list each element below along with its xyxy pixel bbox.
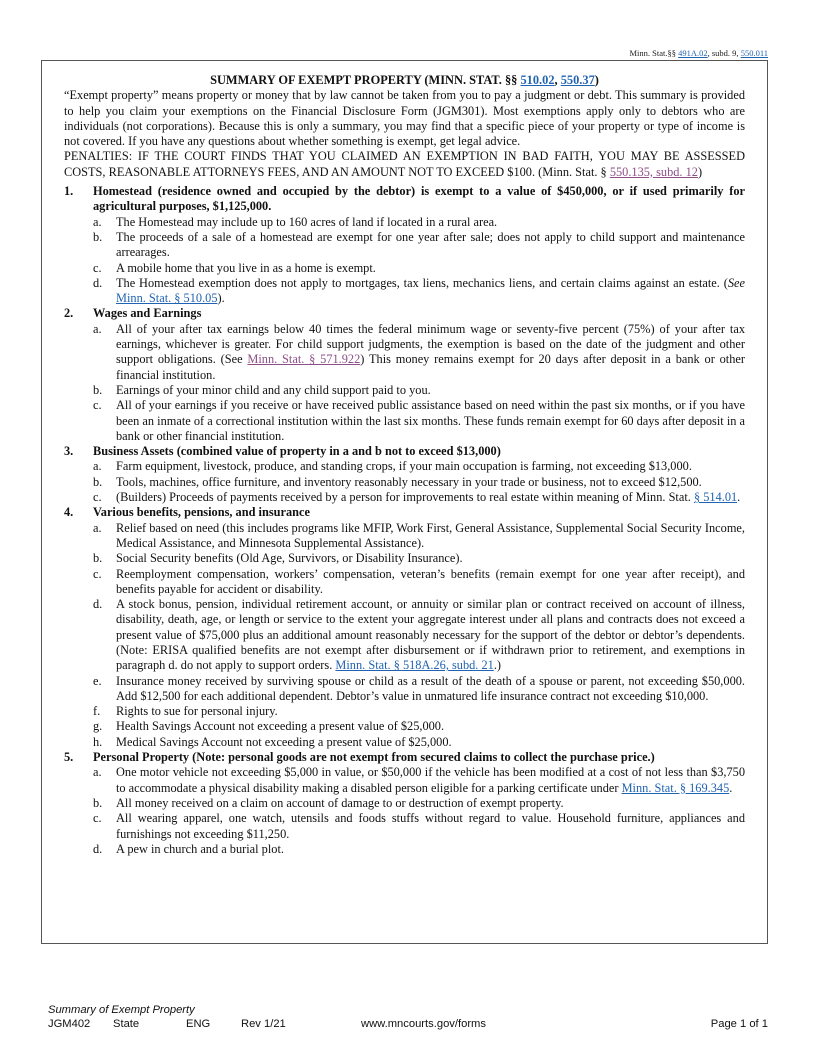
item-text: All wearing apparel, one watch, utensils and foods stuffs without regard to value. Household furniture, appliances and furnishings not exceeding $11,250. [116, 811, 745, 841]
item-text: All of your after tax earnings below 40 times the federal minimum wage or seventy-five percent (75%) of your after tax earnings, whichever is greater. For child support judgments, the exemption is based on the date of the judgment and other support obligations. (See [116, 321, 745, 367]
item-letter: c. [93, 490, 102, 505]
section-benefits [64, 505, 745, 750]
link-514-01[interactable]: § 514.01 [693, 490, 738, 505]
item-letter: c. [93, 398, 102, 413]
item-text: All of your earnings if you receive or have received public assistance based on need within the past six months, or if you have been an inmate of a correctional institution within the last six months. These funds remain exempt for 60 days after deposit in a bank or other financial institution. [116, 398, 745, 443]
section-number: 3. [64, 444, 74, 459]
list-item [93, 597, 745, 673]
section-wages [64, 306, 745, 444]
link-510-05[interactable]: Minn. Stat. § 510.05 [116, 291, 218, 306]
link-550011[interactable]: 550.011 [740, 48, 768, 58]
link-550-37[interactable]: 550.37 [560, 73, 595, 87]
section-number: 1. [64, 184, 74, 199]
list-item [93, 674, 745, 705]
item-emphasis: See [727, 275, 745, 290]
list-item [93, 475, 745, 490]
statute-citation [629, 48, 768, 58]
list-item [93, 230, 745, 261]
item-letter: b. [93, 382, 103, 397]
item-text: Tools, machines, office furniture, and inventory reasonably necessary in your trade or business, not to exceed $12,500. [116, 474, 702, 489]
title-separator: , [554, 73, 561, 87]
list-item [93, 398, 745, 444]
link-550-135[interactable]: 550.135, subd. 12 [609, 164, 698, 179]
list-item [93, 490, 745, 505]
item-letter: b. [93, 474, 103, 489]
item-text: Insurance money received by surviving spouse or child as a result of the death of a spouse or parent, not exceeding $50,000. Add $12,500 for each additional dependent. Debtor’s value in unmatured life insurance contract not exceeding $10,000. [116, 673, 745, 703]
item-letter: f. [93, 704, 101, 719]
section-number: 4. [64, 505, 74, 520]
item-text: Relief based on need (this includes programs like MFIP, Work First, General Assistance, Supplemental Social Security Income, Medical Assistance, and Minnesota Supplemental Assistance). [116, 520, 745, 550]
section-heading: Various benefits, pensions, and insurance [93, 505, 310, 520]
item-text: The proceeds of a sale of a homestead are exempt for one year after sale; does not apply to child support and maintenance arrearages. [116, 229, 745, 260]
section-heading: Homestead (residence owned and occupied by the debtor) is exempt to a value of $450,000, or if used primarily for agricultural purposes, $1,125,000. [93, 184, 745, 214]
item-text: Social Security benefits (Old Age, Survivors, or Disability Insurance). [116, 551, 463, 566]
footer-website: www.mncourts.gov/forms [361, 1018, 486, 1030]
list-item [93, 796, 745, 811]
citation-prefix: Minn. Stat.§§ [629, 48, 679, 58]
item-text: Reemployment compensation, workers’ compensation, veteran’s benefits (remain exempt for one year after receipt), and benefits payable for accident or disability. [116, 566, 745, 596]
footer-form-code: JGM402 [48, 1018, 91, 1030]
link-510-02[interactable]: 510.02 [520, 73, 555, 87]
item-letter: h. [93, 734, 103, 749]
section-heading: Business Assets (combined value of property in a and b not to exceed $13,000) [93, 444, 501, 459]
item-letter: a. [93, 765, 102, 780]
page-footer [48, 1003, 768, 1032]
link-491a02[interactable]: 491A.02 [678, 48, 708, 58]
item-text: The Homestead may include up to 160 acres of land if located in a rural area. [116, 214, 498, 229]
title-text: SUMMARY OF EXEMPT PROPERTY (MINN. STAT. §§ [210, 73, 521, 87]
list-item [93, 551, 745, 566]
item-letter: c. [93, 260, 102, 275]
link-571-922[interactable]: Minn. Stat. § 571.922 [247, 352, 361, 367]
item-text: Farm equipment, livestock, produce, and standing crops, if your main occupation is farming, not exceeding $13,000. [116, 459, 692, 474]
footer-revision: Rev 1/21 [241, 1018, 286, 1030]
item-suffix: . [737, 490, 741, 505]
list-item [93, 842, 745, 857]
item-suffix: ) This money remains exempt for 20 days after deposit in a bank or other financial institution. [116, 352, 746, 382]
footer-language: ENG [186, 1018, 211, 1030]
list-item [93, 261, 745, 276]
link-169-345[interactable]: Minn. Stat. § 169.345 [621, 780, 730, 795]
item-letter: c. [93, 566, 102, 581]
item-letter: a. [93, 214, 102, 229]
list-item [93, 719, 745, 734]
item-letter: d. [93, 597, 103, 612]
item-suffix: .) [493, 658, 502, 673]
item-letter: e. [93, 673, 102, 688]
penalties-suffix: ) [697, 164, 703, 179]
item-text: All money received on a claim on account of damage to or destruction of exempt property. [116, 795, 564, 810]
list-item [93, 521, 745, 552]
summary-box [41, 60, 768, 944]
item-letter: a. [93, 321, 102, 336]
item-text: Earnings of your minor child and any child support paid to you. [116, 382, 431, 397]
item-letter: a. [93, 459, 102, 474]
item-letter: a. [93, 520, 102, 535]
item-text: Medical Savings Account not exceeding a present value of $25,000. [116, 734, 452, 749]
page-title [64, 73, 745, 88]
item-text: One motor vehicle not exceeding $5,000 in value, or $50,000 if the vehicle has been modified at a cost of not less than $3,750 to accommodate a physical disability making a disabled person eligible for a parking certificate under [116, 765, 745, 795]
item-letter: b. [93, 229, 103, 244]
item-suffix: ). [217, 291, 225, 306]
section-number: 5. [64, 750, 74, 765]
item-text: A pew in church and a burial plot. [116, 841, 284, 856]
footer-page-number: Page 1 of 1 [710, 1018, 768, 1030]
list-item [93, 459, 745, 474]
link-518a-26[interactable]: Minn. Stat. § 518A.26, subd. 21 [335, 658, 494, 673]
item-letter: g. [93, 719, 103, 734]
penalties-paragraph [64, 149, 745, 180]
section-heading: Personal Property (Note: personal goods are not exempt from secured claims to collect the purchase price.) [93, 750, 655, 765]
footer-jurisdiction: State [113, 1018, 140, 1030]
item-text: Rights to sue for personal injury. [116, 704, 278, 719]
list-item [93, 704, 745, 719]
title-suffix: ) [594, 73, 599, 87]
item-letter: b. [93, 795, 103, 810]
penalties-text: PENALTIES: IF THE COURT FINDS THAT YOU CLAIMED AN EXEMPTION IN BAD FAITH, YOU MAY BE ASSESSED COSTS, REASONABLE ATTORNEYS FEES, AND AN AMOUNT NOT TO EXCEED $100. (Minn. Stat. § [64, 149, 745, 179]
list-item [93, 215, 745, 230]
intro-paragraph: “Exempt property” means property or money that by law cannot be taken from you to pay a judgment or debt. This summary is provided to help you claim your exemptions on the Financial Disclosure Form (JGM301). Most exemptions apply only to debtors who are individuals (not corporations). Because this is only a summary, you may find that a specific piece of your property or type of income is not covered. If you have any questions about whether something is exempt, get legal advice. [64, 88, 745, 149]
exemption-list [64, 184, 745, 857]
list-item [93, 567, 745, 598]
list-item [93, 383, 745, 398]
list-item [93, 735, 745, 750]
item-letter: d. [93, 275, 103, 290]
list-item [93, 322, 745, 383]
item-letter: d. [93, 841, 103, 856]
list-item [93, 276, 745, 307]
section-personal-property [64, 750, 745, 857]
item-text: (Builders) Proceeds of payments received by a person for improvements to real estate within meaning of Minn. Stat. [116, 490, 694, 505]
section-heading: Wages and Earnings [93, 306, 202, 321]
item-text: Health Savings Account not exceeding a present value of $25,000. [116, 719, 445, 734]
item-text: A stock bonus, pension, individual retirement account, or annuity or similar plan or contract received on account of illness, disability, death, age, or length or service to the extent your aggregate interest under all plans and contracts does not exceed a present value of $75,000 plus an additional amount reasonably necessary for the support of the debtor or debtor’s dependents. (Note: ERISA qualified benefits are not exempt after disbursement or if withdrawn prior to retirement, and exemptions in paragraph d. do not apply to support orders. [116, 597, 745, 673]
section-homestead [64, 184, 745, 306]
item-letter: b. [93, 551, 103, 566]
item-text: The Homestead exemption does not apply to mortgages, tax liens, mechanics liens, and certain claims against an estate. ( [116, 275, 728, 290]
item-letter: c. [93, 811, 102, 826]
list-item [93, 765, 745, 796]
section-business-assets [64, 444, 745, 505]
citation-middle: , subd. 9, [707, 48, 741, 58]
section-number: 2. [64, 306, 74, 321]
item-text: A mobile home that you live in as a home is exempt. [116, 260, 376, 275]
footer-form-title: Summary of Exempt Property [48, 1004, 195, 1016]
list-item [93, 811, 745, 842]
item-suffix: . [729, 780, 733, 795]
